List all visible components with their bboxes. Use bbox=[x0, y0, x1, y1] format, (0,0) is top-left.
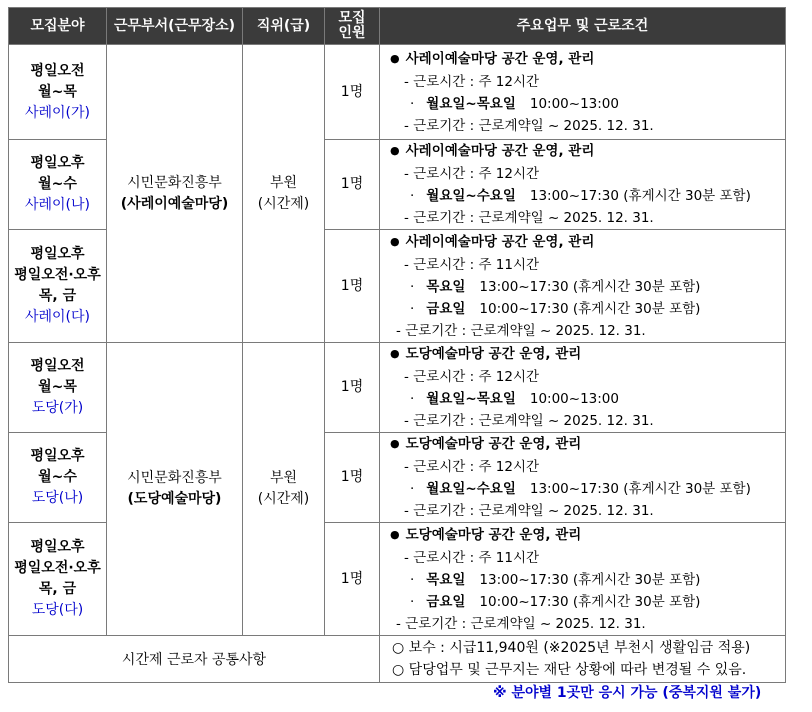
duty-cell bbox=[380, 433, 786, 523]
duty-period: - 근로기간 : 근로계약일 ~ 2025. 12. 31. bbox=[404, 413, 654, 429]
header-position: 직위(급) bbox=[243, 8, 325, 45]
field-cell bbox=[9, 343, 107, 433]
field-code: 사레이(나) bbox=[24, 197, 91, 213]
bullet-dot-icon: · bbox=[410, 278, 415, 295]
count-cell: 1명 bbox=[325, 523, 380, 636]
schedule-time: 10:00~17:30 (휴게시간 30분 포함) bbox=[479, 593, 701, 610]
field-cell bbox=[9, 230, 107, 343]
header-count: 모집 인원 bbox=[325, 8, 380, 45]
schedule-time: 13:00~17:30 (휴게시간 30분 포함) bbox=[529, 188, 751, 204]
dept-cell bbox=[107, 343, 243, 636]
field-label: 목, 금 bbox=[38, 581, 77, 597]
schedule-time: 13:00~17:30 (휴게시간 30분 포함) bbox=[479, 571, 701, 588]
field-label: 평일오전·오후 bbox=[14, 560, 101, 576]
bullet-dot-icon: · bbox=[410, 593, 415, 610]
bullet-dot-icon: · bbox=[410, 300, 415, 317]
count-cell: 1명 bbox=[325, 433, 380, 523]
duty-cell bbox=[380, 45, 786, 140]
duty-cell bbox=[380, 343, 786, 433]
duty-title: ● 사레이예술마당 공간 운영, 관리 bbox=[390, 48, 785, 71]
dept-cell bbox=[107, 45, 243, 343]
duty-title: ● 사레이예술마당 공간 운영, 관리 bbox=[390, 231, 785, 254]
field-cell bbox=[9, 433, 107, 523]
duty-schedule bbox=[390, 591, 785, 613]
bullet-dot-icon: · bbox=[410, 481, 415, 497]
dept-place: (도당예술마당) bbox=[127, 491, 222, 507]
schedule-time: 13:00~17:30 (휴게시간 30분 포함) bbox=[479, 278, 701, 295]
common-note: ○ 담당업무 및 근무지는 재단 상황에 따라 변경될 수 있음. bbox=[392, 662, 747, 678]
field-label: 월~수 bbox=[38, 469, 77, 485]
duty-cell bbox=[380, 230, 786, 343]
position-name: 부원 bbox=[269, 470, 298, 486]
duty-period: - 근로기간 : 근로계약일 ~ 2025. 12. 31. bbox=[404, 117, 654, 134]
duty-hours: - 근로시간 : 주 12시간 bbox=[404, 73, 540, 90]
field-label: 평일오후 bbox=[30, 539, 85, 555]
duty-hours: - 근로시간 : 주 12시간 bbox=[404, 369, 540, 385]
schedule-time: 10:00~17:30 (휴게시간 30분 포함) bbox=[479, 300, 701, 317]
bullet-dot-icon: · bbox=[410, 391, 415, 407]
table-header-row bbox=[9, 8, 786, 45]
duty-hours: - 근로시간 : 주 11시간 bbox=[404, 256, 540, 273]
field-label: 월~목 bbox=[38, 83, 77, 100]
duty-schedule bbox=[390, 276, 785, 298]
field-label: 평일오전·오후 bbox=[14, 267, 101, 283]
duty-schedule bbox=[390, 569, 785, 591]
field-label: 월~목 bbox=[38, 379, 77, 395]
duty-period: - 근로기간 : 근로계약일 ~ 2025. 12. 31. bbox=[396, 615, 646, 632]
position-cell bbox=[243, 343, 325, 636]
schedule-day: 월요일~수요일 bbox=[426, 481, 516, 497]
position-type: (시간제) bbox=[257, 195, 310, 212]
header-dept: 근무부서(근무장소) bbox=[107, 8, 243, 45]
position-type: (시간제) bbox=[257, 491, 310, 507]
bullet-dot-icon: · bbox=[410, 188, 415, 204]
count-cell: 1명 bbox=[325, 343, 380, 433]
schedule-time: 10:00~13:00 bbox=[529, 391, 619, 407]
duty-schedule bbox=[390, 93, 785, 115]
field-code: 도당(다) bbox=[31, 602, 84, 618]
field-label: 월~수 bbox=[38, 176, 77, 192]
schedule-day: 목요일 bbox=[426, 278, 466, 295]
dept-name: 시민문화진흥부 bbox=[127, 174, 222, 191]
schedule-day: 월요일~수요일 bbox=[426, 188, 516, 204]
field-code: 도당(나) bbox=[31, 490, 84, 506]
field-label: 평일오후 bbox=[30, 155, 85, 171]
schedule-day: 월요일~목요일 bbox=[426, 95, 516, 112]
duty-cell bbox=[380, 140, 786, 230]
duty-schedule bbox=[390, 298, 785, 320]
duty-schedule bbox=[390, 185, 785, 207]
field-code: 도당(가) bbox=[31, 400, 84, 416]
common-notes bbox=[380, 636, 786, 683]
field-cell bbox=[9, 45, 107, 140]
position-cell bbox=[243, 45, 325, 343]
field-label: 목, 금 bbox=[38, 288, 77, 304]
duty-period: - 근로기간 : 근로계약일 ~ 2025. 12. 31. bbox=[396, 322, 646, 339]
count-cell: 1명 bbox=[325, 45, 380, 140]
field-code: 사레이(가) bbox=[24, 104, 91, 121]
common-note: ○ 보수 : 시급11,940원 (※2025년 부천시 생활임금 적용) bbox=[392, 640, 751, 656]
duty-schedule bbox=[390, 388, 785, 410]
bullet-dot-icon: · bbox=[410, 571, 415, 588]
bullet-dot-icon: · bbox=[410, 95, 415, 112]
count-cell: 1명 bbox=[325, 230, 380, 343]
duty-hours: - 근로시간 : 주 12시간 bbox=[404, 459, 540, 475]
duty-schedule bbox=[390, 478, 785, 500]
dept-name: 시민문화진흥부 bbox=[127, 470, 222, 486]
position-name: 부원 bbox=[269, 174, 298, 191]
field-label: 평일오전 bbox=[30, 358, 85, 374]
count-cell: 1명 bbox=[325, 140, 380, 230]
common-label: 시간제 근로자 공통사항 bbox=[9, 636, 380, 683]
footnote: ※ 분야별 1곳만 응시 가능 (중복지원 불가) bbox=[493, 685, 762, 701]
field-label: 평일오전 bbox=[30, 62, 85, 79]
schedule-day: 금요일 bbox=[426, 300, 466, 317]
field-cell bbox=[9, 140, 107, 230]
duty-title: ● 도당예술마당 공간 운영, 관리 bbox=[390, 343, 785, 366]
recruitment-table bbox=[8, 7, 786, 683]
common-row bbox=[9, 636, 786, 683]
field-label: 평일오후 bbox=[30, 448, 85, 464]
duty-title: ● 도당예술마당 공간 운영, 관리 bbox=[390, 524, 785, 547]
header-duties: 주요업무 및 근로조건 bbox=[380, 8, 786, 45]
header-field: 모집분야 bbox=[9, 8, 107, 45]
duty-cell bbox=[380, 523, 786, 636]
duty-hours: - 근로시간 : 주 11시간 bbox=[404, 549, 540, 566]
schedule-day: 목요일 bbox=[426, 571, 466, 588]
schedule-day: 금요일 bbox=[426, 593, 466, 610]
field-code: 사레이(다) bbox=[24, 309, 91, 325]
table-row bbox=[9, 343, 786, 433]
schedule-time: 13:00~17:30 (휴게시간 30분 포함) bbox=[529, 481, 751, 497]
field-label: 평일오후 bbox=[30, 246, 85, 262]
field-cell bbox=[9, 523, 107, 636]
duty-title: ● 사레이예술마당 공간 운영, 관리 bbox=[390, 140, 785, 163]
dept-place: (사레이예술마당) bbox=[120, 195, 229, 212]
table-row bbox=[9, 45, 786, 140]
schedule-time: 10:00~13:00 bbox=[529, 95, 619, 112]
duty-period: - 근로기간 : 근로계약일 ~ 2025. 12. 31. bbox=[404, 210, 654, 226]
duty-hours: - 근로시간 : 주 12시간 bbox=[404, 166, 540, 182]
duty-title: ● 도당예술마당 공간 운영, 관리 bbox=[390, 433, 785, 456]
schedule-day: 월요일~목요일 bbox=[426, 391, 516, 407]
duty-period: - 근로기간 : 근로계약일 ~ 2025. 12. 31. bbox=[404, 503, 654, 519]
